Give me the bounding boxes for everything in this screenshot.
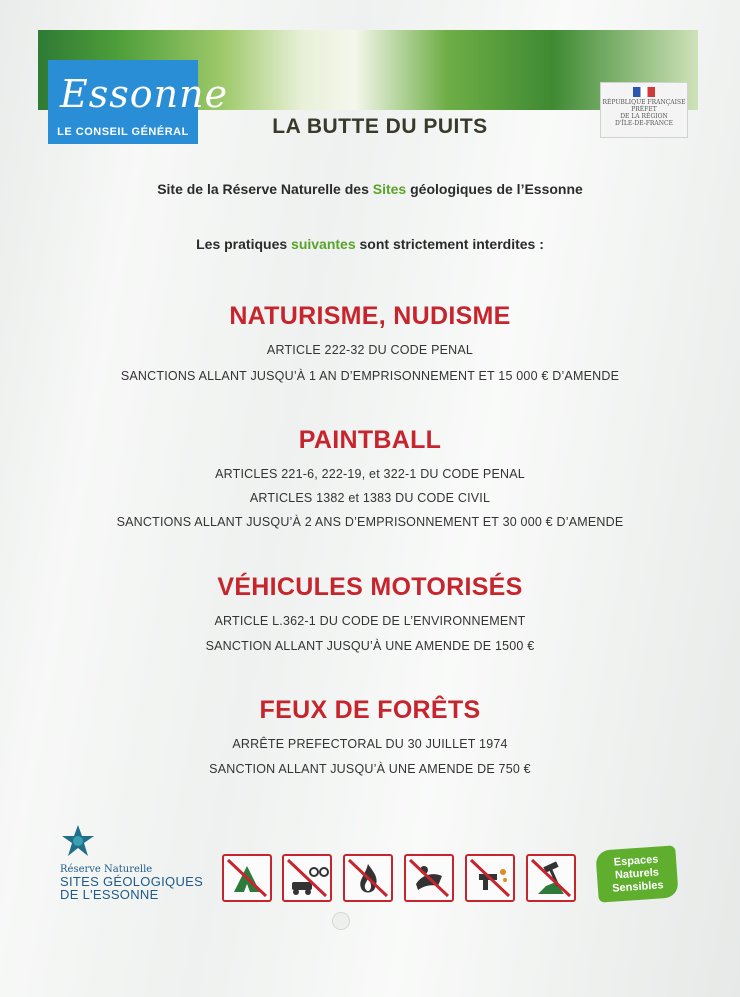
reserve-line1: Réserve Naturelle [60, 864, 153, 875]
no-paintball-icon [465, 854, 515, 902]
reserve-naturelle-logo [60, 824, 210, 904]
prefet-line: D'ÎLE-DE-FRANCE [615, 120, 673, 127]
section-line: ARTICLES 1382 et 1383 DU CODE CIVIL [249, 491, 491, 505]
forbidden-statement-highlight: suivantes [291, 236, 356, 252]
section-heading-paintball: PAINTBALL [298, 426, 442, 454]
site-statement [0, 181, 740, 197]
forbidden-statement-suffix: sont strictement interdites : [355, 236, 544, 252]
prefet-line: RÉPUBLIQUE FRANÇAISE [602, 99, 686, 106]
section-line: ARRÊTE PREFECTORAL DU 30 JUILLET 1974 [232, 737, 508, 751]
no-motor-vehicles-icon [282, 854, 332, 902]
section-heading-naturisme: NATURISME, NUDISME [229, 302, 511, 330]
ens-line1: Espaces [613, 853, 659, 869]
section-heading-feux: FEUX DE FORÊTS [259, 696, 481, 724]
section-line: ARTICLE L.362-1 DU CODE DE L’ENVIRONNEMENT [214, 614, 526, 628]
section-heading-vehicules: VÉHICULES MOTORISÉS [217, 573, 523, 601]
site-statement-suffix: géologiques de l’Essonne [406, 181, 583, 197]
prefet-line: PRÉFET [631, 106, 657, 113]
essonne-logo-script: Essonne [60, 72, 229, 116]
no-camping-icon [222, 854, 272, 902]
section-line: SANCTIONS ALLANT JUSQU’À 2 ANS D’EMPRISONNEMENT ET 30 000 € D’AMENDE [116, 515, 624, 529]
reserve-line2: SITES GÉOLOGIQUES [60, 874, 204, 889]
forbidden-statement [0, 236, 740, 252]
site-statement-highlight: Sites [372, 181, 407, 197]
marianne-icon [633, 87, 655, 97]
essonne-logo-subtitle: LE CONSEIL GÉNÉRAL [57, 126, 189, 138]
espaces-naturels-sensibles-logo [595, 845, 678, 902]
no-hammer-icon [526, 854, 576, 902]
ens-line2: Naturels [614, 866, 660, 882]
forbidden-statement-prefix: Les pratiques [196, 236, 292, 252]
prefet-line: DE LA RÉGION [620, 113, 668, 120]
page-title: LA BUTTE DU PUITS [272, 115, 488, 138]
site-statement-prefix: Site de la Réserve Naturelle des [157, 181, 373, 197]
no-collecting-icon [404, 854, 454, 902]
section-line: SANCTION ALLANT JUSQU’À UNE AMENDE DE 750 € [209, 762, 531, 776]
reserve-line3: DE L'ESSONNE [60, 887, 159, 902]
section-line: ARTICLE 222-32 DU CODE PENAL [266, 343, 474, 357]
section-line: ARTICLES 221-6, 222-19, et 322-1 DU CODE PENAL [215, 467, 525, 481]
section-line: SANCTION ALLANT JUSQU’À UNE AMENDE DE 1500 € [205, 639, 535, 653]
section-line: SANCTIONS ALLANT JUSQU’À 1 AN D’EMPRISONNEMENT ET 15 000 € D’AMENDE [120, 369, 620, 383]
mounting-hole [332, 912, 350, 930]
ens-line3: Sensibles [611, 879, 664, 895]
no-fire-icon [343, 854, 393, 902]
reserve-star-icon [60, 824, 96, 860]
